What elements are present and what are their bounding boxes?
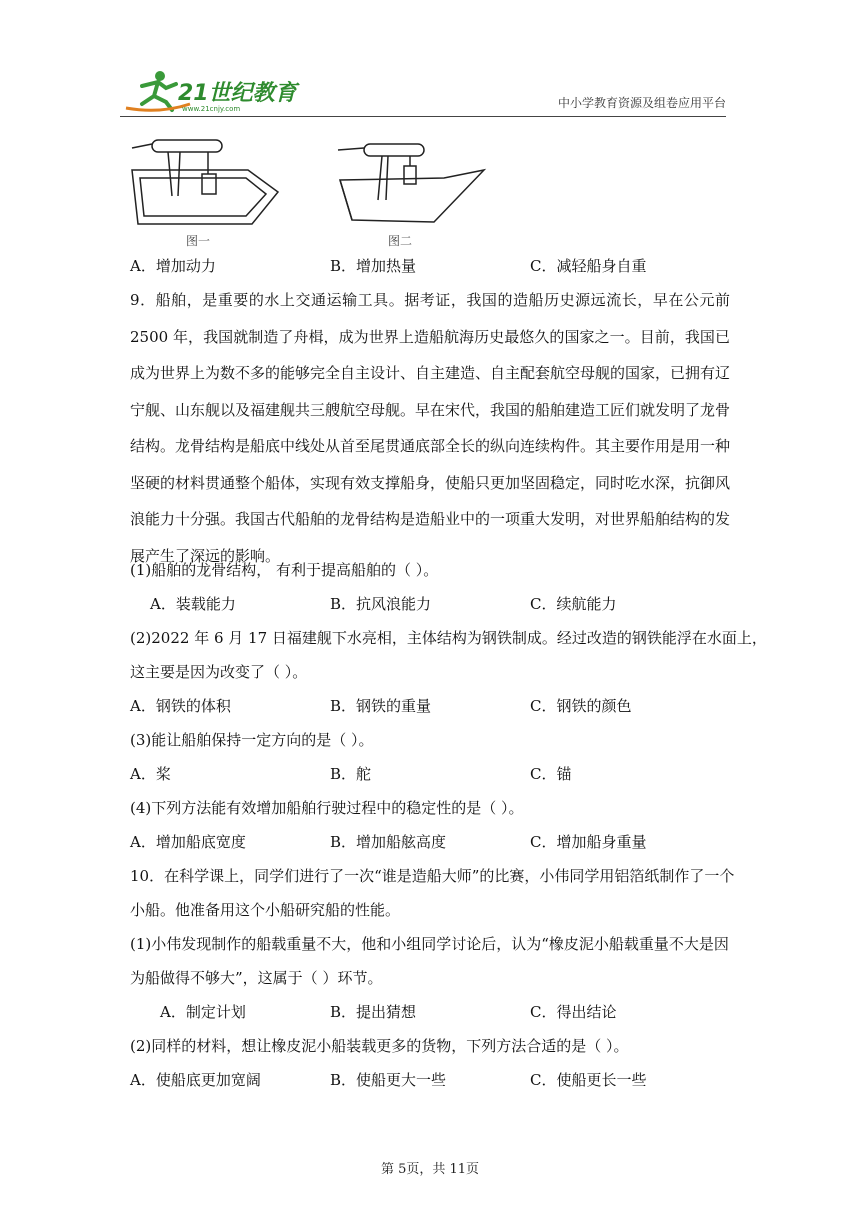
q9-sub4-option-a[interactable]: A．增加船底宽度 <box>130 833 246 851</box>
figure-1-caption: 图一 <box>186 234 211 248</box>
q9-sub4-option-b[interactable]: B．增加船舷高度 <box>330 833 447 851</box>
q10-sub2-option-c[interactable]: C．使船更长一些 <box>530 1071 647 1089</box>
q9-sub3-option-a[interactable]: A．桨 <box>130 765 171 783</box>
q9-sub2-option-b[interactable]: B．钢铁的重量 <box>330 697 432 715</box>
svg-text:www.21cnjy.com: www.21cnjy.com <box>182 105 241 113</box>
boat-figure-1 <box>128 130 288 230</box>
q10-sub1-line1: (1)小伟发现制作的船载重量不大，他和小组同学讨论后，认为“橡皮泥小船载重量不大是因 <box>130 935 729 953</box>
q9-sub4-option-c[interactable]: C．增加船身重量 <box>530 833 647 851</box>
q10-sub1-option-b[interactable]: B．提出猜想 <box>330 1003 417 1021</box>
page-footer: 第 5页，共 11页 <box>380 1162 480 1177</box>
logo-icon <box>120 64 300 116</box>
q9-sub2-line1: (2)2022 年 6 月 17 日福建舰下水亮相，主体结构为钢铁制成。经过改造的钢铁能浮在水面上， <box>130 629 767 647</box>
platform-name: 中小学教育资源及组卷应用平台 <box>557 96 726 110</box>
q10-sub1-line2: 为船做得不够大”，这属于（ ）环节。 <box>130 969 383 987</box>
q9-passage: 9．船舶，是重要的水上交通运输工具。据考证，我国的造船历史源远流长，早在公元前 2500 年，我国就制造了舟楫，成为世界上造船航海历史最悠久的国家之一。目前，我国已成为世界上为数不多的能够完全自主设计、自主建造、自主配套航空母舰的国家，已拥有辽宁舰、山东舰以及福建舰共三艘航空母舰。早在宋代，我国的船舶建造工匠们就发明了龙骨结构。龙骨结构是船底中线处从首至尾贯通底部全长的纵向连续构件。其主要作用是用一种坚硬的材料贯通整个船体，实现有效支撑船身，使船只更加坚固稳定，同时吃水深，抗御风浪能力十分强。我国古代船舶的龙骨结构是造船业中的一项重大发明，对世界船舶结构的发展产生了深远的影响。 <box>130 291 731 565</box>
q10-line1: 10．在科学课上，同学们进行了一次“谁是造船大师”的比赛，小伟同学用铝箔纸制作了一个 <box>130 867 735 885</box>
q9-sub1-option-c[interactable]: C．续航能力 <box>530 595 617 613</box>
q9-sub3: (3)能让船舶保持一定方向的是（ ）。 <box>130 731 374 749</box>
q10-sub2: (2)同样的材料，想让橡皮泥小船装载更多的货物，下列方法合适的是（ ）。 <box>130 1037 629 1055</box>
q8-option-c[interactable]: C．减轻船身自重 <box>530 257 647 275</box>
q9-sub1-option-b[interactable]: B．抗风浪能力 <box>330 595 432 613</box>
q9-sub2-option-c[interactable]: C．钢铁的颜色 <box>530 697 632 715</box>
header-rule <box>120 116 726 117</box>
boat-figure-2 <box>334 130 494 230</box>
q10-sub1-option-a[interactable]: A．制定计划 <box>160 1003 246 1021</box>
q10-sub2-option-b[interactable]: B．使船更大一些 <box>330 1071 447 1089</box>
page-header <box>120 64 726 116</box>
q10-line2: 小船。他准备用这个小船研究船的性能。 <box>130 901 401 919</box>
q8-option-b[interactable]: B．增加热量 <box>330 257 417 275</box>
q10-sub1-option-c[interactable]: C．得出结论 <box>530 1003 617 1021</box>
q8-option-a[interactable]: A．增加动力 <box>130 257 216 275</box>
q9-sub3-option-c[interactable]: C．锚 <box>530 765 572 783</box>
q9-sub2-option-a[interactable]: A．钢铁的体积 <box>130 697 231 715</box>
q9-sub2-line2: 这主要是因为改变了（ ）。 <box>130 663 308 681</box>
q10-sub2-option-a[interactable]: A．使船底更加宽阔 <box>130 1071 261 1089</box>
q9-sub4: (4)下列方法能有效增加船舶行驶过程中的稳定性的是（ ）。 <box>130 799 524 817</box>
q9-sub1: (1)船舶的龙骨结构， 有利于提高船舶的（ ）。 <box>130 561 439 579</box>
svg-text:21世纪教育: 21世纪教育 <box>178 81 297 106</box>
q9-sub3-option-b[interactable]: B．舵 <box>330 765 372 783</box>
q9-sub1-option-a[interactable]: A．装载能力 <box>150 595 236 613</box>
figure-2-caption: 图二 <box>388 234 413 248</box>
